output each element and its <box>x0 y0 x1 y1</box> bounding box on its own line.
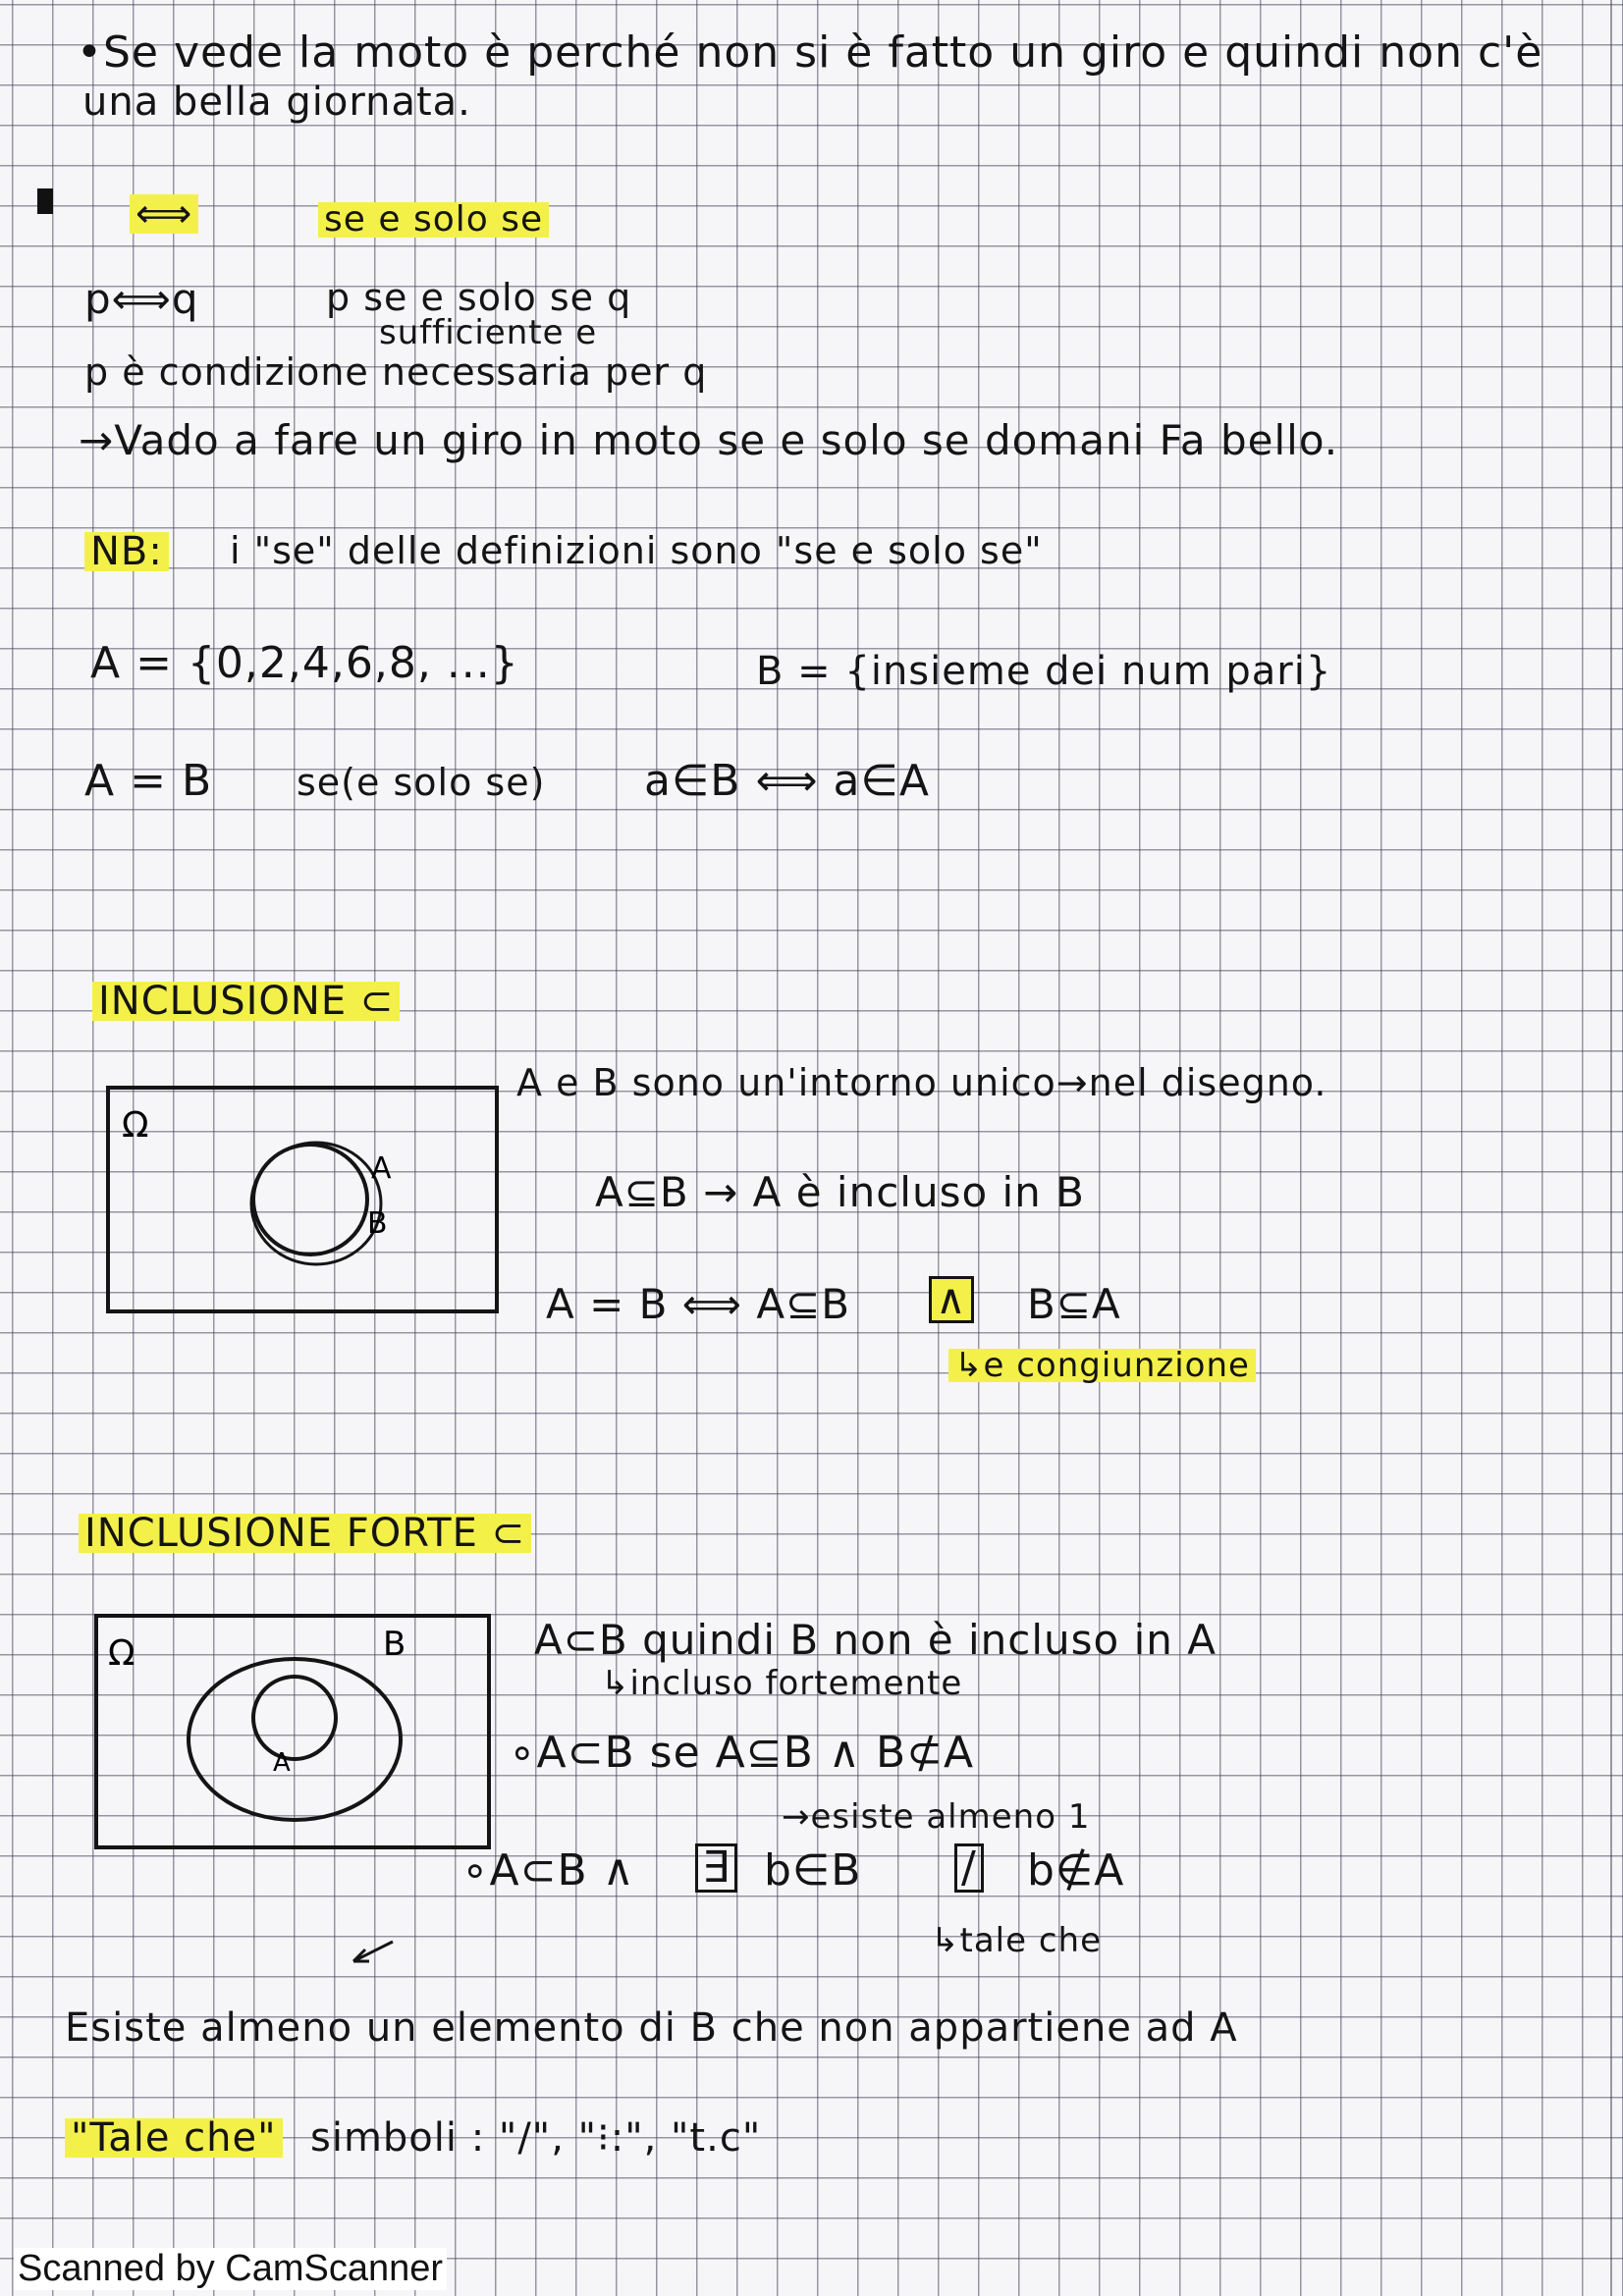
nb-text: i "se" delle definizioni sono "se e solo se" <box>230 529 1043 572</box>
iff-symbol: ⟺ <box>130 194 198 234</box>
text-line-1: •Se vede la moto è perché non si è fatto un giro e quindi non c'è <box>77 27 1543 78</box>
iff-label: se e solo se <box>318 202 549 238</box>
congiunzione-note: ↳e congiunzione <box>948 1349 1256 1382</box>
exists-symbol-box: ∃ <box>695 1843 737 1893</box>
venn-1-label-a: A <box>371 1151 392 1186</box>
strong-inclusion-title: INCLUSIONE FORTE ⊂ <box>79 1514 531 1553</box>
pq-text: p se e solo se q <box>326 276 632 319</box>
exists-sentence: Esiste almeno un elemento di B che non appartiene ad A <box>65 2005 1238 2051</box>
venn-1-omega: Ω <box>122 1105 149 1146</box>
nb-label: NB: <box>84 532 169 571</box>
condition-line: p è condizione necessaria per q <box>84 350 708 394</box>
strong-rule-3b: b∈B <box>764 1845 862 1896</box>
set-b: B = {insieme dei num pari} <box>756 649 1332 694</box>
venn-1-label-b: B <box>367 1206 388 1241</box>
venn-2-label-a: A <box>273 1748 291 1778</box>
text-line-2: una bella giornata. <box>82 80 471 125</box>
tale-che-symbols: simboli : "/", "⁝:", "t.c" <box>310 2115 762 2161</box>
inclusion-note: A e B sono un'intorno unico→nel disegno. <box>516 1061 1327 1104</box>
example-line: →Vado a fare un giro in moto se e solo se domani Fa bello. <box>79 416 1339 464</box>
such-that-symbol-box: / <box>954 1843 984 1893</box>
inclusion-rule-1: A⊆B → A è incluso in B <box>595 1168 1085 1216</box>
inclusion-title: INCLUSIONE ⊂ <box>92 982 400 1021</box>
strong-rule-3c: b∉A <box>1027 1845 1125 1896</box>
sufficient-note: sufficiente e <box>379 313 598 352</box>
strong-rule-1-note: ↳incluso fortemente <box>601 1664 963 1703</box>
venn-2-universe <box>96 1616 489 1847</box>
eq-rule: a∈B ⟺ a∈A <box>644 756 930 806</box>
set-a: A = {0,2,4,6,8, ...} <box>90 638 519 688</box>
and-symbol-box: ∧ <box>929 1276 974 1323</box>
arrow-mark <box>353 1942 393 1961</box>
tale-che-label: "Tale che" <box>65 2118 283 2158</box>
venn-2-label-b: B <box>383 1625 406 1664</box>
eq-cond: se(e solo se) <box>297 761 546 804</box>
venn-1-universe <box>108 1088 497 1311</box>
scanner-footer: Scanned by CamScanner <box>14 2248 447 2290</box>
exists-note: →esiste almeno 1 <box>782 1797 1091 1837</box>
tale-che-note: ↳tale che <box>931 1921 1102 1960</box>
inclusion-rule-2b: B⊆A <box>1027 1280 1121 1328</box>
strong-rule-1: A⊂B quindi B non è incluso in A <box>534 1616 1217 1664</box>
inclusion-rule-2a: A = B ⟺ A⊆B <box>546 1280 851 1328</box>
pq-symbol: p⟺q <box>84 275 199 323</box>
venn-2-set-b <box>189 1659 401 1820</box>
strong-rule-2: ∘A⊂B se A⊆B ∧ B⊄A <box>509 1728 975 1778</box>
venn-1-set-b <box>251 1143 381 1264</box>
venn-2-set-a <box>253 1677 336 1759</box>
eq-ab: A = B <box>84 756 213 806</box>
strong-rule-3a: ∘A⊂B ∧ <box>461 1845 635 1896</box>
venn-2-omega: Ω <box>108 1633 135 1674</box>
